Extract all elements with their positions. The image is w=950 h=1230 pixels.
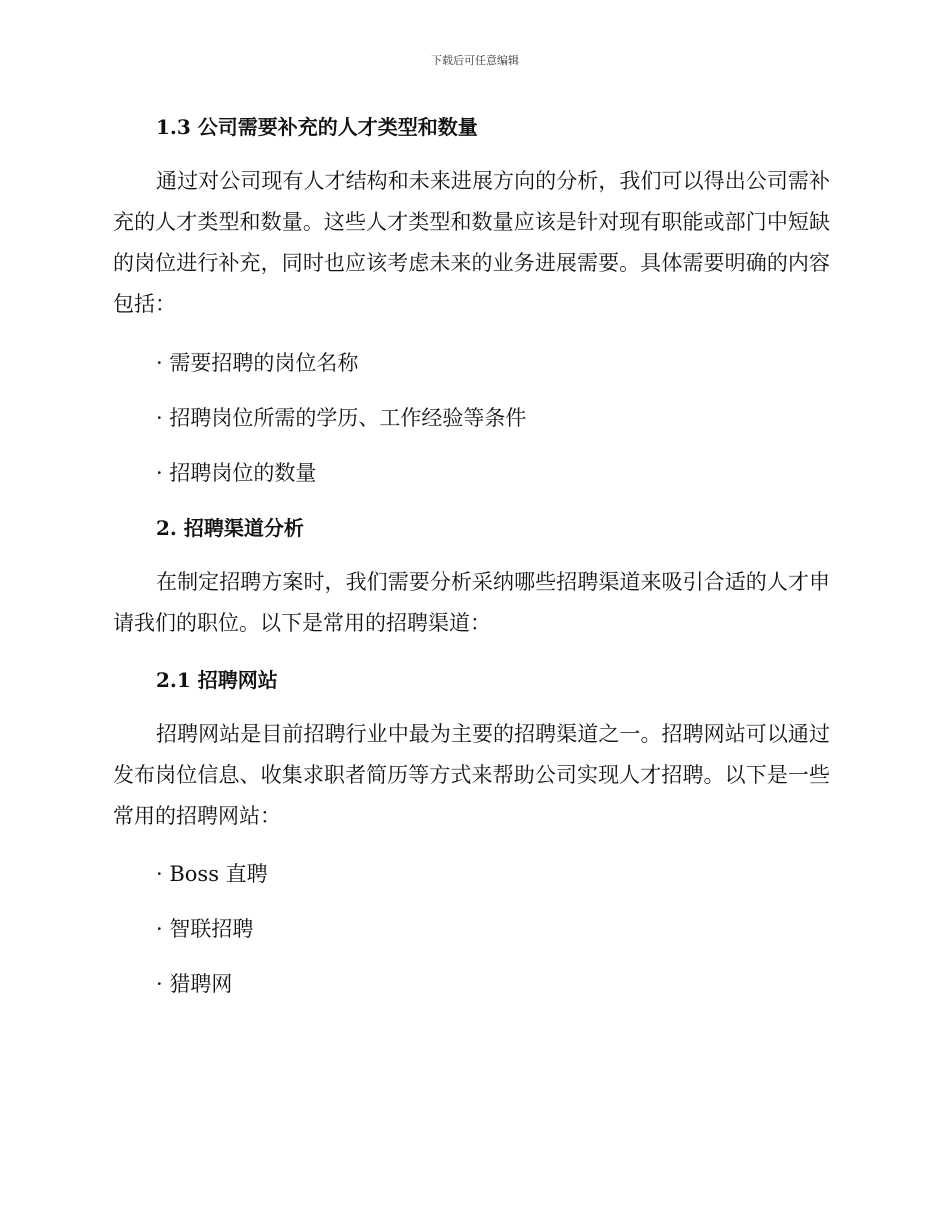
- page-header-note: 下载后可任意编辑: [431, 54, 519, 67]
- section-2-1-paragraph: 招聘网站是目前招聘行业中最为主要的招聘渠道之一。招聘网站可以通过发布岗位信息、收集求职者简历等方式来帮助公司实现人才招聘。以下是一些常用的招聘网站：: [113, 722, 830, 828]
- list-item: · 智联招聘: [156, 917, 254, 941]
- section-heading-2: 2. 招聘渠道分析: [156, 516, 304, 540]
- list-item: · 招聘岗位所需的学历、工作经验等条件: [156, 406, 527, 430]
- section-1-3-paragraph: 通过对公司现有人才结构和未来进展方向的分析，我们可以得出公司需补充的人才类型和数量。这些人才类型和数量应该是针对现有职能或部门中短缺的岗位进行补充，同时也应该考虑未来的业务进展需要。具体需要明确的内容包括：: [113, 169, 830, 316]
- list-item: · 猎聘网: [156, 972, 233, 996]
- section-2-paragraph: 在制定招聘方案时，我们需要分析采纳哪些招聘渠道来吸引合适的人才申请我们的职位。以下是常用的招聘渠道：: [113, 570, 830, 635]
- section-heading-1-3: 1.3 公司需要补充的人才类型和数量: [156, 115, 478, 139]
- list-item: · Boss 直聘: [156, 862, 268, 886]
- section-heading-2-1: 2.1 招聘网站: [156, 668, 278, 692]
- list-item: · 需要招聘的岗位名称: [156, 351, 359, 375]
- list-item: · 招聘岗位的数量: [156, 461, 317, 485]
